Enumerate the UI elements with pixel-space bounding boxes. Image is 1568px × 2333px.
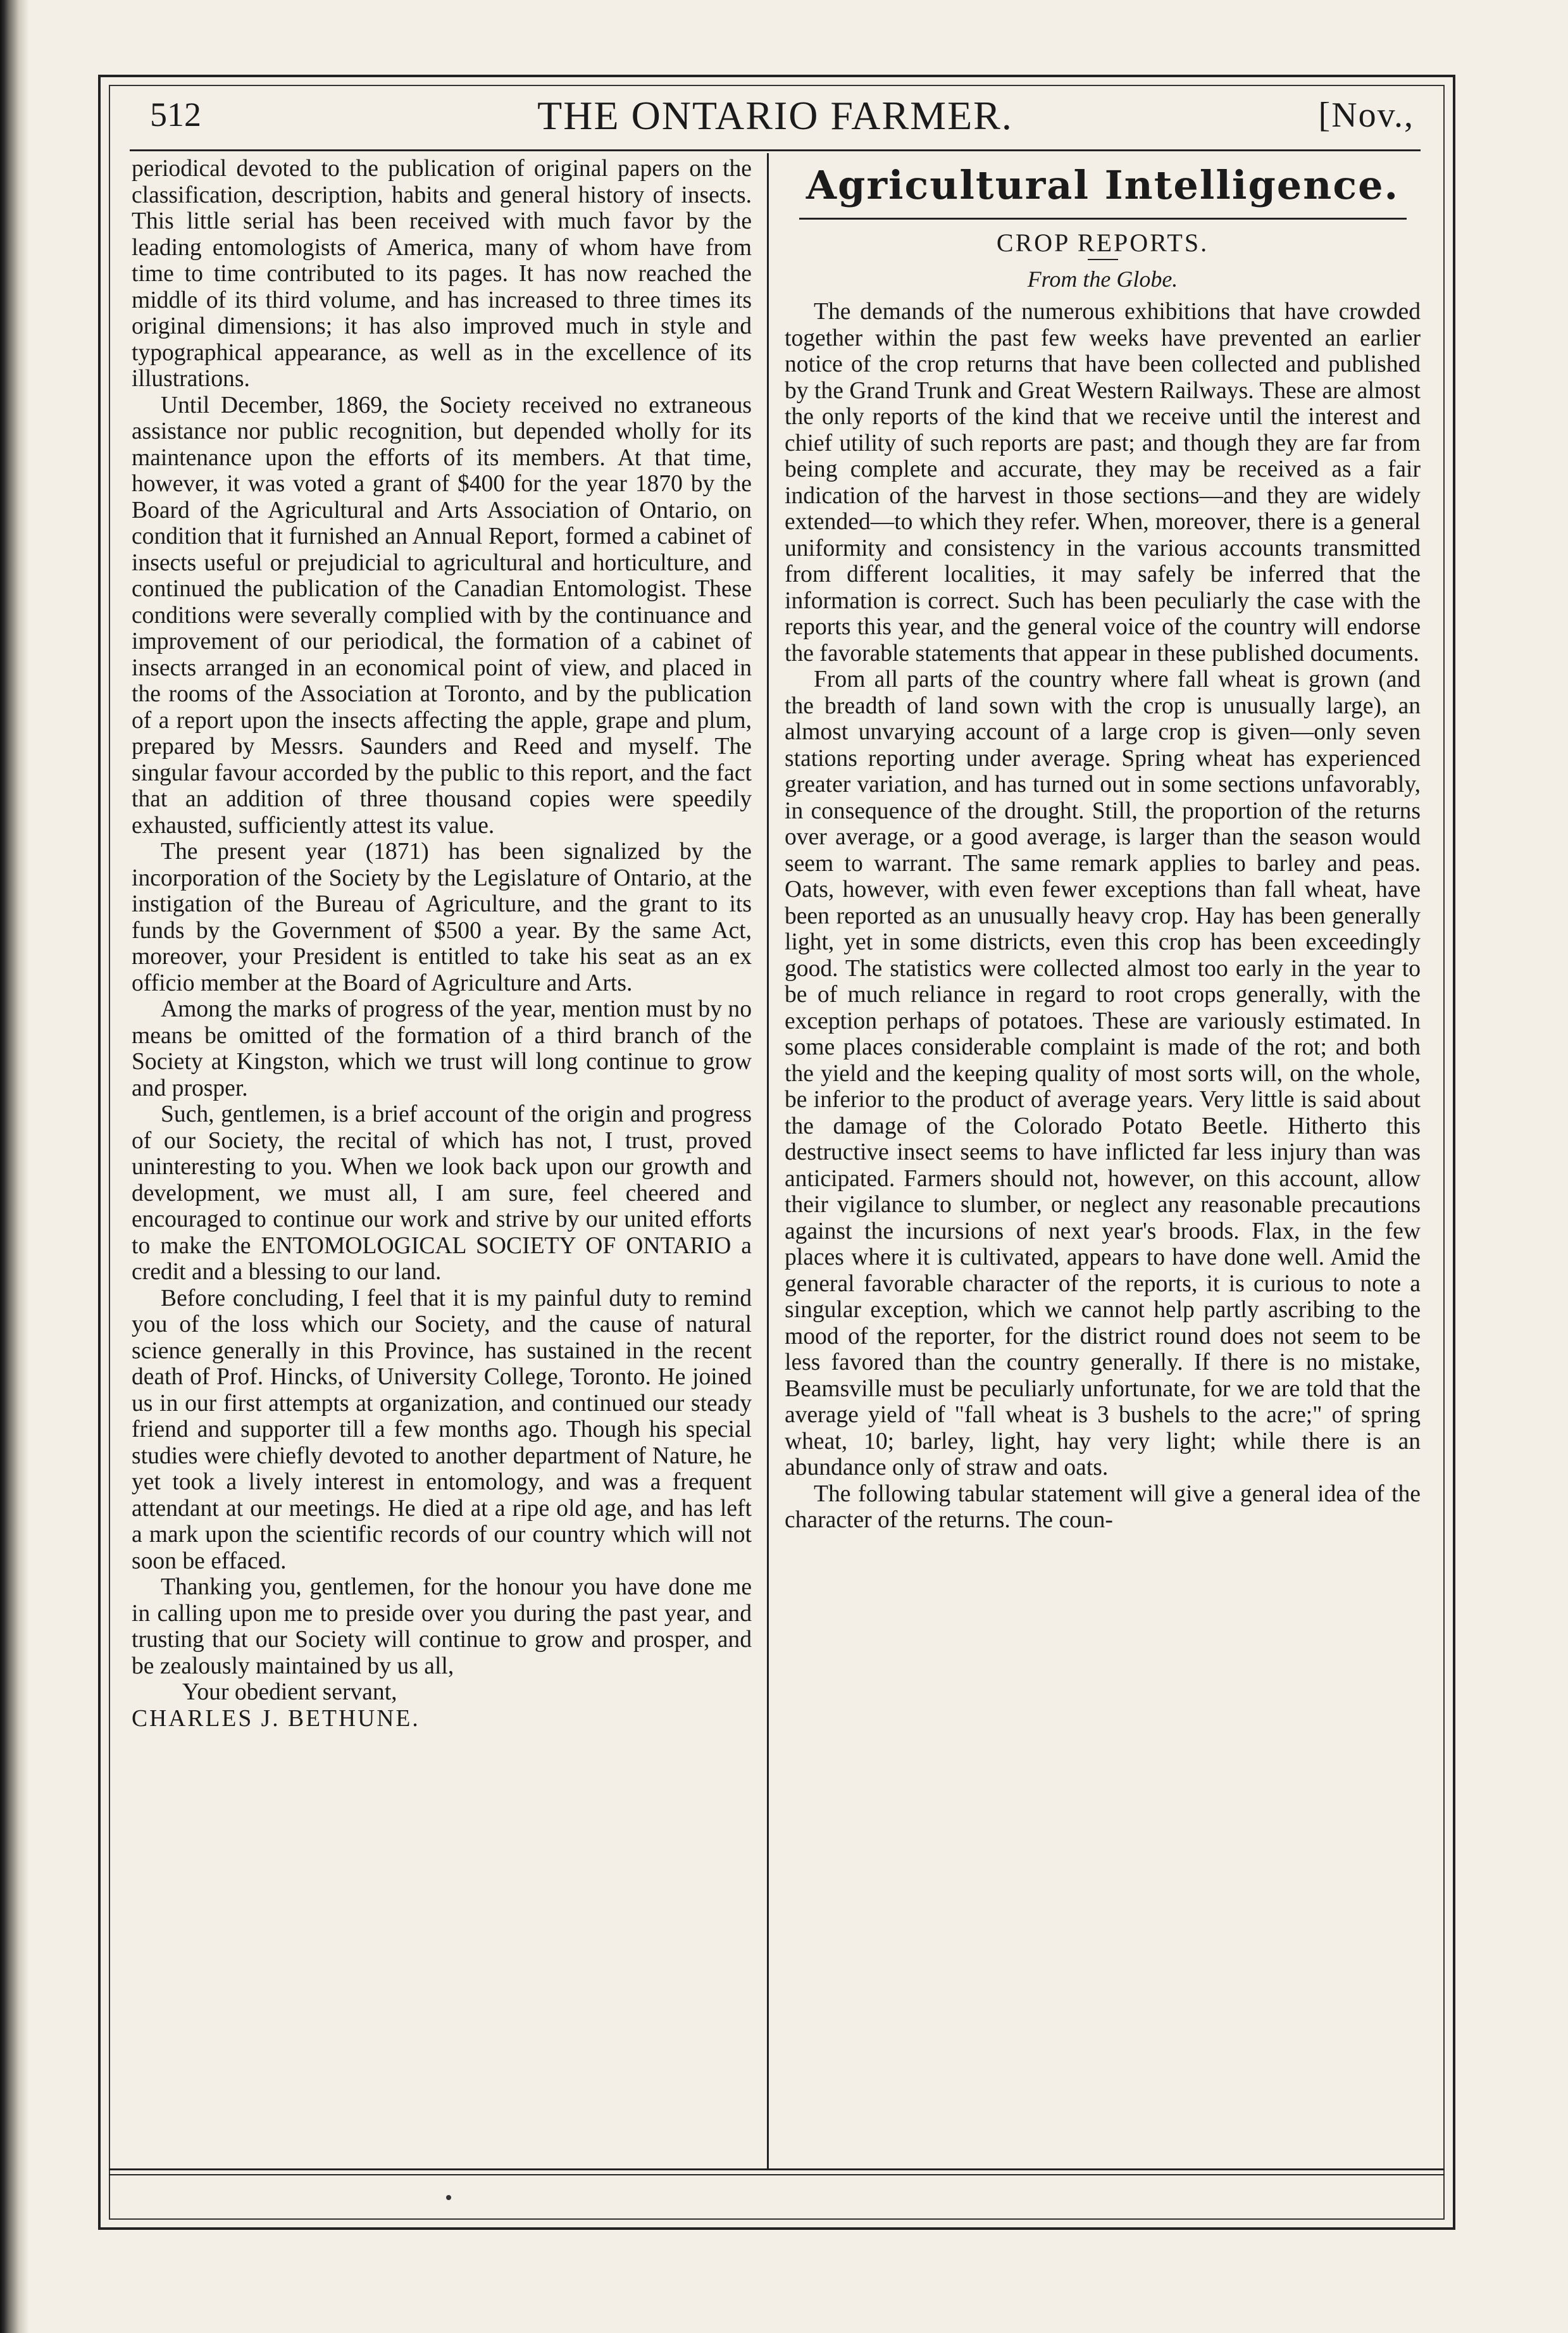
binding-edge	[0, 0, 29, 2333]
left-paragraph-3: The present year (1871) has been signalized by the incorporation of the Society by the Legislature of Ontario, at the instigation of the Bureau of Agriculture, and the grant to its funds by the Government of $500 a year. By the same Act, moreover, your President is entitled to take his seat as an ex officio member at the Board of Agriculture and Arts.	[132, 839, 752, 996]
right-paragraph-1: The demands of the numerous exhibitions that have crowded together within the past few weeks have prevented an earlier notice of the crop returns that have been collected and published by the Grand Trunk and Great Western Railways. These are almost the only reports of the kind that we receive until the interest and chief utility of such reports are past; and though they are far from being complete and accurate, they may be received as a fair indication of the harvest in those sections—and they are widely extended—to which they refer. When, moreover, there is a general uniformity and consistency in the various accounts transmitted from different localities, it may safely be inferred that the information is correct. Such has been peculiarly the case with the reports this year, and the general voice of the country will endorse the favorable statements that appear in these published documents.	[785, 299, 1421, 666]
left-paragraph-5: Such, gentlemen, is a brief account of the origin and progress of our Society, the recital of which has not, I trust, proved uninteresting to you. When we look back upon our growth and development, we must all, I am sure, feel cheered and encouraged to continue our work and strive by our united efforts to make the ENTOMOLOGICAL SOCIETY OF ONTARIO a credit and a blessing to our land.	[132, 1101, 752, 1285]
column-separator	[767, 153, 769, 2170]
article-source: From the Globe.	[1027, 266, 1178, 292]
journal-title: THE ONTARIO FARMER.	[537, 93, 1013, 138]
right-paragraph-2: From all parts of the country where fall wheat is grown (and the breadth of land sown with the crop is unusually large), an almost unvarying account of a large crop is given—only seven stations reporting under average. Spring wheat has experienced greater variation, and has turned out in some sections unfavorably, in consequence of the drought. Still, the proportion of the returns over average, or a good average, is larger than the season would seem to warrant. The same remark applies to barley and peas. Oats, however, with even fewer exceptions than fall wheat, have been reported as an unusually heavy crop. Hay has been generally light, yet in some districts, even this crop has been exceedingly good. The statistics were collected almost too early in the year to be of much reliance in regard to root crops generally, with the exception perhaps of potatoes. These are variously estimated. In some places considerable complaint is made of the rot; and both the yield and the keeping quality of most sorts will, on the whole, be inferior to the product of average years. Very little is said about the damage of the Colorado Potato Beetle. Hitherto this destructive insect seems to have inflicted far less injury than was anticipated. Farmers should not, however, on this account, allow their vigilance to slumber, or neglect any reasonable precautions against the incursions of next year's broods. Flax, in the few places where it is cultivated, appears to have done well. Amid the general favorable character of the reports, it is curious to note a singular exception, which we cannot help partly ascribing to the mood of the reporter, for the district round does not seem to be less favored than the country generally. If there is no mistake, Beamsville must be peculiarly unfortunate, for we are told that the average yield of "fall wheat is 3 bushels to the acre;" of spring wheat, 10; barley, light, hay very light; while there is an abundance only of straw and oats.	[785, 666, 1421, 1480]
article-title-rule	[1088, 259, 1118, 260]
letter-signature: CHARLES J. BETHUNE.	[132, 1705, 420, 1732]
left-paragraph-6: Before concluding, I feel that it is my painful duty to remind you of the loss which our Society, and the cause of natural science generally in this Province, has sustained in the recent death of Prof. Hincks, of University College, Toronto. He joined us in our first attempts at organization, and continued our steady friend and supporter till a few months ago. Though his special studies were chiefly devoted to another department of Nature, he yet took a lively interest in entomology, and was a frequent attendant at our meetings. He died at a ripe old age, and has left a mark upon the scientific records of our country which will not soon be effaced.	[132, 1285, 752, 1574]
right-column	[785, 156, 1421, 2168]
letter-closing: Your obedient servant,	[182, 1679, 397, 1705]
left-paragraph-4: Among the marks of progress of the year, mention must by no means be omitted of the formation of a third branch of the Society at Kingston, which we trust will long continue to grow and prosper.	[132, 996, 752, 1101]
left-paragraph-7: Thanking you, gentlemen, for the honour you have done me in calling upon me to preside over you during the past year, and trusting that our Society will continue to grow and prosper, and be zealously maintained by us all,	[132, 1574, 752, 1679]
ink-speck	[446, 2195, 451, 2200]
article-title: CROP REPORTS.	[996, 228, 1209, 257]
left-column	[132, 156, 752, 2168]
page-header	[130, 90, 1421, 153]
issue-month: [Nov.,	[1318, 96, 1414, 135]
footer-rule	[109, 2168, 1445, 2175]
left-paragraph-2: Until December, 1869, the Society received no extraneous assistance nor public recognition, but depended wholly for its maintenance upon the efforts of its members. At that time, however, it was voted a grant of $400 for the year 1870 by the Board of the Agricultural and Arts Association of Ontario, on condition that it furnished an Annual Report, formed a cabinet of insects useful or prejudicial to agricultural and horticulture, and continued the publication of the Canadian Entomologist. These conditions were severally complied with by the continuance and improvement of our periodical, the formation of a cabinet of insects arranged in an economical point of view, and placed in the rooms of the Association at Toronto, and by the publication of a report upon the insects affecting the apple, grape and plum, prepared by Messrs. Saunders and Reed and myself. The singular favour accorded by the public to this report, and the fact that an addition of three thousand copies were speedily exhausted, sufficiently attest its value.	[132, 392, 752, 839]
right-paragraph-3: The following tabular statement will give a general idea of the character of the returns. The coun-	[785, 1480, 1421, 1533]
left-paragraph-1: periodical devoted to the publication of original papers on the classification, description, habits and general history of insects. This little serial has been received with much favor by the leading entomologists of America, many of whom have from time to time contributed to its pages. It has now reached the middle of its third volume, and has increased to three times its original dimensions; it has also improved much in style and typographical appearance, as well as in the excellence of its illustrations.	[132, 156, 752, 392]
section-title: Agricultural Intelligence.	[806, 162, 1400, 208]
page-number: 512	[150, 96, 201, 134]
section-rule	[799, 218, 1407, 220]
header-rule	[130, 149, 1421, 151]
